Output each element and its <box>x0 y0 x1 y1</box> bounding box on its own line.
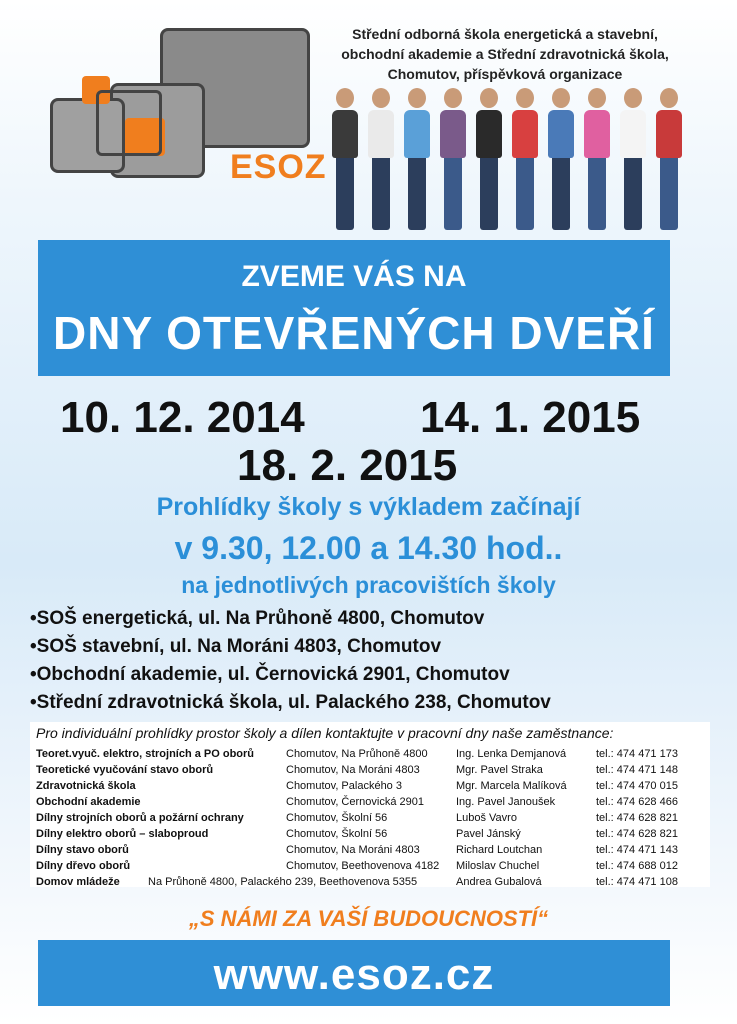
contact-address: Chomutov, Na Průhoně 4800 <box>286 748 428 760</box>
tours-times: v 9.30, 12.00 a 14.30 hod.. <box>174 530 563 566</box>
open-days-title: DNY OTEVŘENÝCH DVEŘÍ <box>53 307 655 359</box>
student-figure <box>332 88 358 230</box>
contact-phone: tel.: 474 470 015 <box>596 780 678 792</box>
students-photo <box>330 85 690 230</box>
contact-person: Ing. Lenka Demjanová <box>456 748 567 760</box>
student-figure <box>404 88 430 230</box>
contact-address: Chomutov, Na Moráni 4803 <box>286 764 420 776</box>
contact-department: Domov mládeže <box>36 876 120 888</box>
list-item: • SOŠ stavební, ul. Na Moráni 4803, Chomutov <box>30 634 551 662</box>
contact-department: Obchodní akademie <box>36 796 141 808</box>
contact-person: Pavel Jánský <box>456 828 521 840</box>
contacts-table <box>30 722 710 887</box>
contact-department: Dílny elektro oborů – slaboproud <box>36 828 209 840</box>
contact-phone: tel.: 474 688 012 <box>596 860 678 872</box>
student-figure <box>656 88 682 230</box>
contact-address: Chomutov, Beethovenova 4182 <box>286 860 440 872</box>
school-name-line-1: Střední odborná škola energetická a stavební, <box>352 26 658 42</box>
student-figure <box>368 88 394 230</box>
list-item: • Obchodní akademie, ul. Černovická 2901, Chomutov <box>30 662 551 690</box>
contact-department: Dílny stavo oborů <box>36 844 129 856</box>
website-link[interactable]: www.esoz.cz <box>213 950 495 999</box>
contact-phone: tel.: 474 628 466 <box>596 796 678 808</box>
contact-address: Chomutov, Školní 56 <box>286 828 388 840</box>
student-figure <box>548 88 574 230</box>
student-figure <box>584 88 610 230</box>
tours-locations-intro: na jednotlivých pracovištích školy <box>181 572 556 598</box>
date-second: 14. 1. 2015 <box>420 393 641 442</box>
school-name-line-3: Chomutov, příspěvková organizace <box>387 66 623 82</box>
invitation-banner <box>38 240 670 376</box>
contact-person: Andrea Gubalová <box>456 876 542 888</box>
contact-person: Richard Loutchan <box>456 844 543 856</box>
contact-person: Miloslav Chuchel <box>456 860 540 872</box>
contact-phone: tel.: 474 471 173 <box>596 748 678 760</box>
contact-department: Dílny strojních oborů a požární ochrany <box>36 812 244 824</box>
logo-outline-square <box>96 90 162 156</box>
contact-phone: tel.: 474 628 821 <box>596 812 678 824</box>
contact-person: Luboš Vavro <box>456 812 517 824</box>
contact-department: Dílny dřevo oborů <box>36 860 131 872</box>
invitation-line: ZVEME VÁS NA <box>241 260 467 293</box>
student-figure <box>620 88 646 230</box>
contact-address: Chomutov, Na Moráni 4803 <box>286 844 420 856</box>
contacts-intro: Pro individuální prohlídky prostor školy a dílen kontaktujte v pracovní dny naše zaměstnance: <box>36 725 614 741</box>
contact-person: Ing. Pavel Janoušek <box>456 796 556 808</box>
school-name <box>300 24 710 84</box>
contact-department: Teoretické vyučování stavo oborů <box>36 764 214 776</box>
school-sites-list <box>30 606 551 718</box>
student-figure <box>440 88 466 230</box>
contact-department: Teoret.vyuč. elektro, strojních a PO oborů <box>36 748 255 760</box>
school-name-line-2: obchodní akademie a Střední zdravotnická škola, <box>341 46 669 62</box>
esoz-logo <box>40 18 327 188</box>
contact-address: Chomutov, Školní 56 <box>286 812 388 824</box>
motto: „S NÁMI ZA VAŠÍ BUDOUCNOSTÍ“ <box>188 906 549 931</box>
list-item: • SOŠ energetická, ul. Na Průhoně 4800, Chomutov <box>30 606 551 634</box>
footer-banner <box>38 940 670 1006</box>
contact-address: Chomutov, Palackého 3 <box>286 780 402 792</box>
logo-text: ESOZ <box>230 148 327 186</box>
contact-phone: tel.: 474 471 108 <box>596 876 678 888</box>
contact-phone: tel.: 474 471 148 <box>596 764 678 776</box>
student-figure <box>512 88 538 230</box>
list-item: • Střední zdravotnická škola, ul. Palackého 238, Chomutov <box>30 690 551 718</box>
tours-intro: Prohlídky školy s výkladem začínají <box>156 493 581 521</box>
contact-department: Zdravotnická škola <box>36 780 136 792</box>
student-figure <box>476 88 502 230</box>
date-first: 10. 12. 2014 <box>60 393 305 442</box>
contact-phone: tel.: 474 471 143 <box>596 844 678 856</box>
contact-phone: tel.: 474 628 821 <box>596 828 678 840</box>
contact-address: Na Průhoně 4800, Palackého 239, Beethovenova 5355 <box>148 876 418 888</box>
date-third: 18. 2. 2015 <box>237 441 458 490</box>
contact-person: Mgr. Marcela Malíková <box>456 780 567 792</box>
contact-address: Chomutov, Černovická 2901 <box>286 796 424 808</box>
contact-person: Mgr. Pavel Straka <box>456 764 543 776</box>
